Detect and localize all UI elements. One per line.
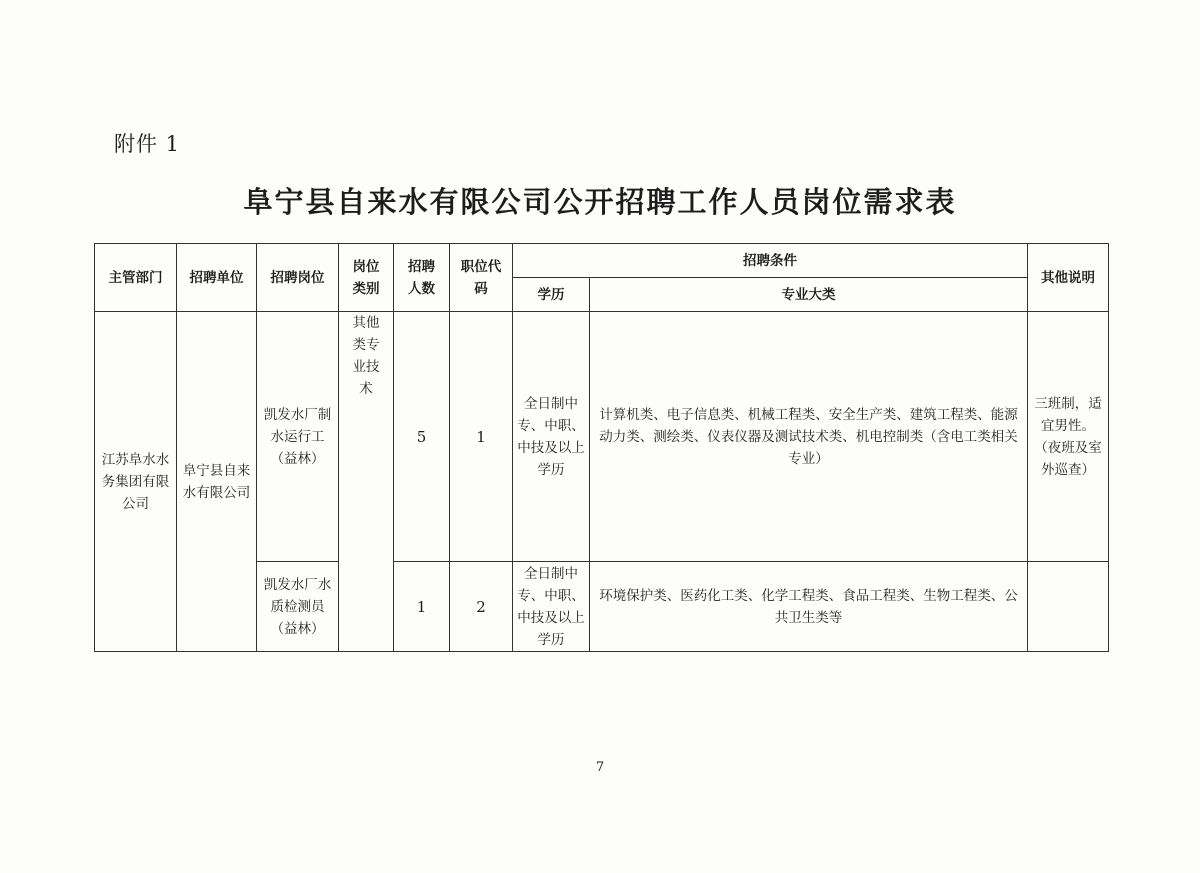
cell-position: 凯发水厂制水运行工（益林） xyxy=(257,312,339,562)
header-row xyxy=(95,244,1109,278)
header-unit: 招聘单位 xyxy=(177,244,257,312)
recruitment-table xyxy=(94,243,1109,652)
cell-notes xyxy=(1028,562,1109,652)
cell-count: 1 xyxy=(394,562,450,652)
attachment-label: 附件 1 xyxy=(114,132,181,156)
page-number: 7 xyxy=(595,760,605,775)
header-notes: 其他说明 xyxy=(1028,244,1109,312)
cell-education: 全日制中专、中职、中技及以上学历 xyxy=(513,312,590,562)
header-dept: 主管部门 xyxy=(95,244,177,312)
document-title: 阜宁县自来水有限公司公开招聘工作人员岗位需求表 xyxy=(243,185,957,219)
cell-position: 凯发水厂水质检测员（益林） xyxy=(257,562,339,652)
cell-code: 1 xyxy=(450,312,513,562)
header-position: 招聘岗位 xyxy=(257,244,339,312)
cell-dept: 江苏阜水水务集团有限公司 xyxy=(95,312,177,652)
cell-count: 5 xyxy=(394,312,450,562)
cell-education: 全日制中专、中职、中技及以上学历 xyxy=(513,562,590,652)
header-count: 招聘人数 xyxy=(394,244,450,312)
cell-category: 其他类专业技术 xyxy=(339,312,394,652)
table-row xyxy=(95,312,1109,562)
header-conditions: 招聘条件 xyxy=(513,244,1028,278)
cell-notes: 三班制，适宜男性。（夜班及室外巡查） xyxy=(1028,312,1109,562)
header-education: 学历 xyxy=(513,278,590,312)
cell-major: 环境保护类、医药化工类、化学工程类、食品工程类、生物工程类、公共卫生类等 xyxy=(590,562,1028,652)
cell-code: 2 xyxy=(450,562,513,652)
cell-major: 计算机类、电子信息类、机械工程类、安全生产类、建筑工程类、能源动力类、测绘类、仪表仪器及测试技术类、机电控制类（含电工类相关专业） xyxy=(590,312,1028,562)
header-category: 岗位类别 xyxy=(339,244,394,312)
header-major: 专业大类 xyxy=(590,278,1028,312)
cell-unit: 阜宁县自来水有限公司 xyxy=(177,312,257,652)
header-code: 职位代码 xyxy=(450,244,513,312)
